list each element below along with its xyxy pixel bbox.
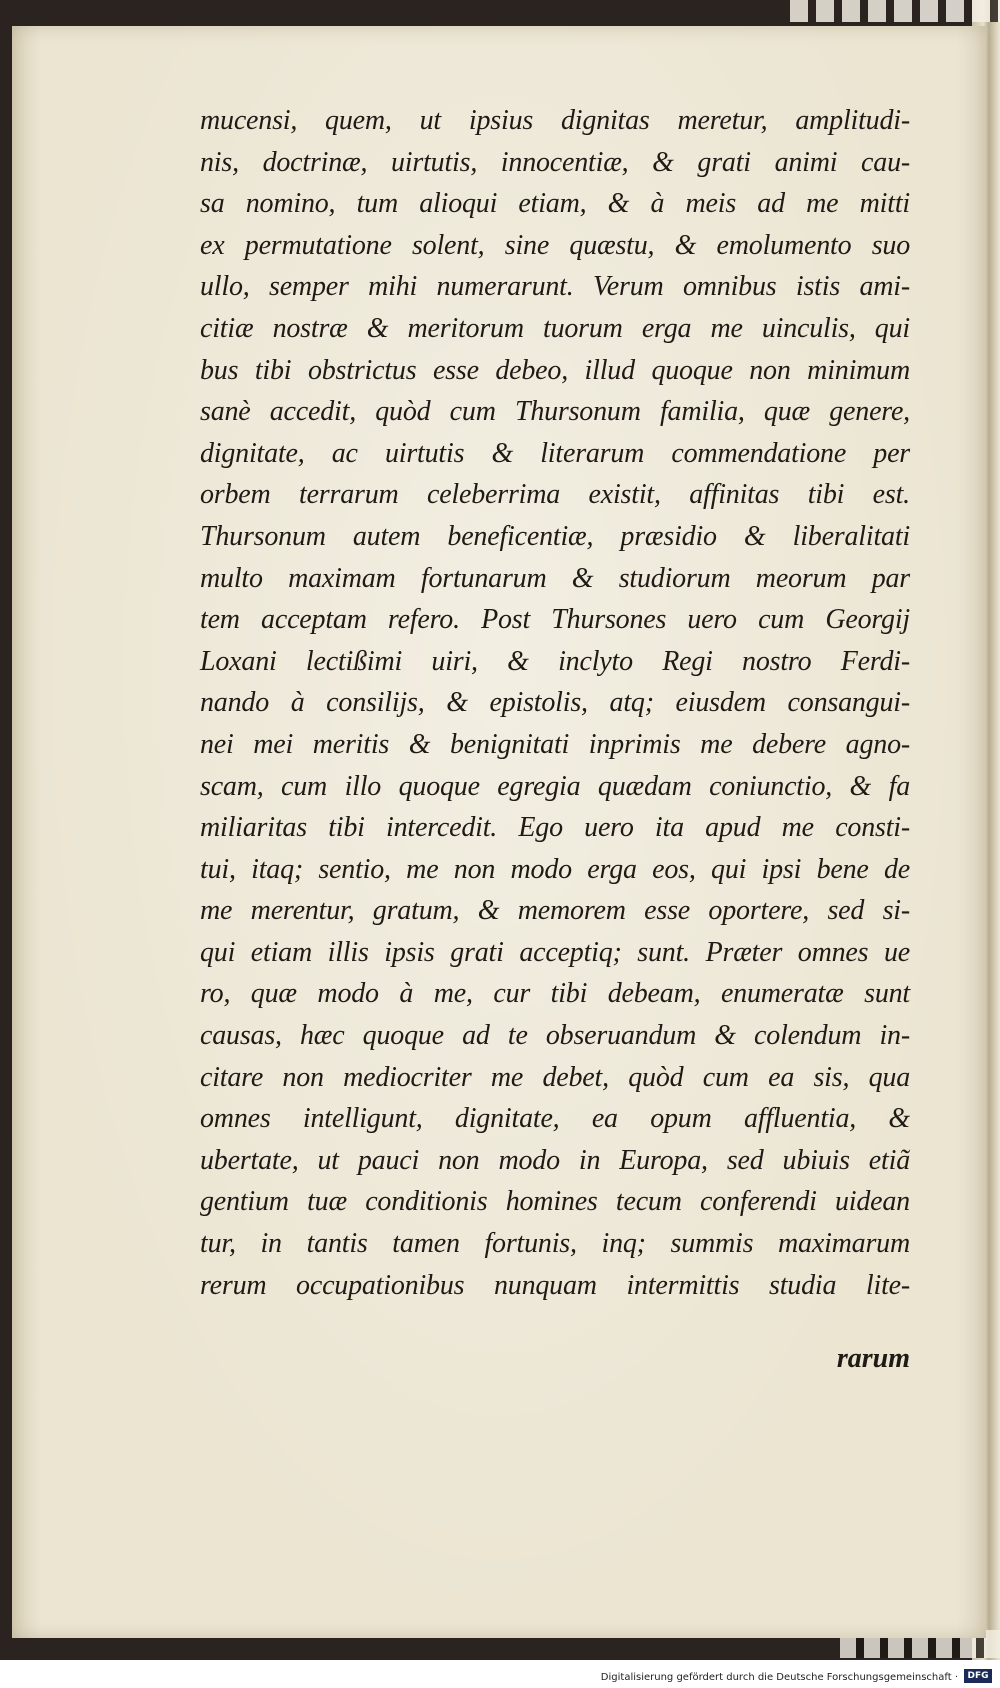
top-edge-marks xyxy=(790,0,1000,22)
text-line: omnes intelligunt, dignitate, ea opum affluentia, & xyxy=(200,1103,910,1135)
text-line: tur, in tantis tamen fortunis, inq; summis maximarum xyxy=(200,1228,910,1260)
text-line: Thursonum autem beneficentiæ, præsidio & liberalitati xyxy=(200,520,910,552)
footer-credit: Digitalisierung gefördert durch die Deutsche Forschungsgemeinschaft · xyxy=(600,1672,958,1683)
text-line: sa nomino, tum alioqui etiam, & à meis ad me mitti xyxy=(200,188,910,220)
text-line: sanè accedit, quòd cum Thursonum familia, quæ genere, xyxy=(200,396,910,428)
text-line: ubertate, ut pauci non modo in Europa, sed ubiuis etiã xyxy=(200,1144,910,1176)
text-line: ro, quæ modo à me, cur tibi debeam, enumeratæ sunt xyxy=(200,978,910,1010)
text-line: nis, doctrinæ, uirtutis, innocentiæ, & grati animi cau- xyxy=(200,146,910,178)
text-line: nando à consilijs, & epistolis, atq; eiusdem consangui- xyxy=(200,687,910,719)
text-line: tem acceptam refero. Post Thursones uero cum Georgij xyxy=(200,604,910,636)
text-line: qui etiam illis ipsis grati acceptiq; sunt. Præter omnes ue xyxy=(200,936,910,968)
text-line: me merentur, gratum, & memorem esse oportere, sed si- xyxy=(200,895,910,927)
text-line: scam, cum illo quoque egregia quædam coniunctio, & fa xyxy=(200,770,910,802)
text-line: multo maximam fortunarum & studiorum meorum par xyxy=(200,562,910,594)
text-line: bus tibi obstrictus esse debeo, illud quoque non minimum xyxy=(200,354,910,386)
text-line: citare non mediocriter me debet, quòd cum ea sis, qua xyxy=(200,1061,910,1093)
text-line: ullo, semper mihi numerarunt. Verum omnibus istis ami- xyxy=(200,271,910,303)
text-line: gentium tuæ conditionis homines tecum conferendi uidean xyxy=(200,1186,910,1218)
text-line: nei mei meritis & benignitati inprimis me debere agno- xyxy=(200,728,910,760)
text-line: Loxani lectißimi uiri, & inclyto Regi nostro Ferdi- xyxy=(200,645,910,677)
text-line: ex permutatione solent, sine quæstu, & emolumento suo xyxy=(200,229,910,261)
catchword: rarum xyxy=(836,1343,910,1374)
page-text xyxy=(200,100,910,1306)
text-line: dignitate, ac uirtutis & literarum commendatione per xyxy=(200,437,910,469)
text-line: miliaritas tibi intercedit. Ego uero ita apud me consti- xyxy=(200,812,910,844)
text-line: causas, hæc quoque ad te obseruandum & colendum in- xyxy=(200,1020,910,1052)
text-line: mucensi, quem, ut ipsius dignitas meretur, amplitudi- xyxy=(200,105,910,136)
text-line: tui, itaq; sentio, me non modo erga eos, qui ipsi bene de xyxy=(200,853,910,885)
text-line: orbem terrarum celeberrima existit, affinitas tibi est. xyxy=(200,479,910,511)
text-line: citiæ nostræ & meritorum tuorum erga me uinculis, qui xyxy=(200,312,910,344)
text-line: rerum occupationibus nunquam intermittis studia lite- xyxy=(200,1269,910,1301)
dfg-logo: DFG xyxy=(964,1669,992,1683)
